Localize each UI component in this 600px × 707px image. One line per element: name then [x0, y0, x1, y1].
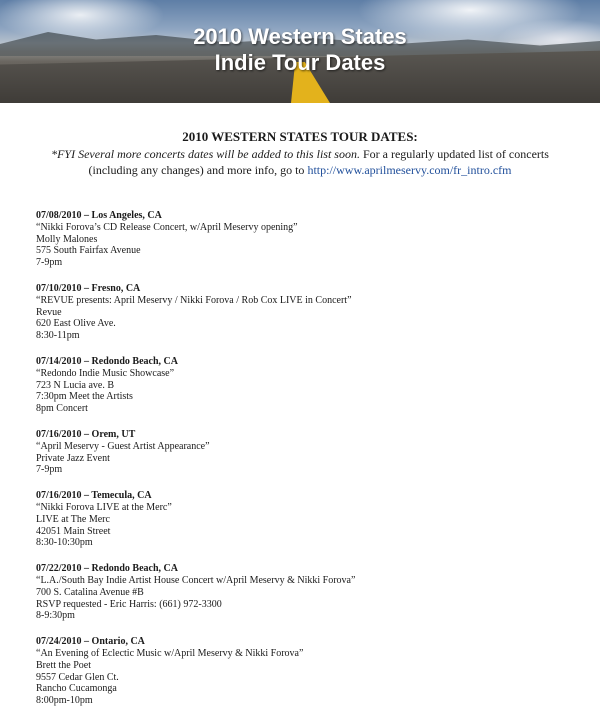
event-detail: Private Jazz Event [36, 452, 110, 464]
event-detail: 700 S. Catalina Avenue #B [36, 586, 144, 598]
event-detail: “L.A./South Bay Indie Artist House Concert w/April Meservy & Nikki Forova” [36, 574, 356, 586]
event-date-location: 07/14/2010 – Redondo Beach, CA [36, 355, 178, 367]
event-detail: LIVE at The Merc [36, 513, 110, 525]
event-item [36, 636, 600, 707]
event-detail: “REVUE presents: April Meservy / Nikki Forova / Rob Cox LIVE in Concert” [36, 294, 352, 306]
header-banner [0, 0, 600, 103]
intro-section [0, 129, 600, 178]
event-detail: Brett the Poet [36, 659, 91, 671]
intro-note [30, 146, 570, 178]
event-detail: 8:30-10:30pm [36, 537, 93, 549]
intro-note-text: For a regularly updated list of concerts (including any changes) and more info, go to [88, 147, 549, 177]
event-item [36, 490, 600, 549]
event-detail: 8pm Concert [36, 403, 88, 415]
event-item [36, 210, 600, 269]
event-detail: 575 South Fairfax Avenue [36, 245, 141, 257]
event-detail: “Nikki Forova LIVE at the Merc” [36, 501, 172, 513]
event-item [36, 429, 600, 476]
banner-title-line2: Indie Tour Dates [214, 50, 386, 75]
event-item [36, 563, 600, 622]
event-detail: 42051 Main Street [36, 525, 111, 537]
event-date-location: 07/16/2010 – Orem, UT [36, 428, 136, 440]
event-detail: 9557 Cedar Glen Ct. [36, 671, 119, 683]
page-heading: 2010 WESTERN STATES TOUR DATES: [182, 129, 418, 144]
event-detail: 8:30-11pm [36, 330, 80, 342]
event-detail: 7-9pm [36, 464, 63, 476]
event-item [36, 283, 600, 342]
event-detail: 723 N Lucia ave. B [36, 379, 115, 391]
event-date-location: 07/24/2010 – Ontario, CA [36, 636, 145, 648]
event-detail: “April Meservy - Guest Artist Appearance” [36, 440, 210, 452]
event-date-location: 07/22/2010 – Redondo Beach, CA [36, 563, 178, 575]
event-detail: 7-9pm [36, 257, 63, 269]
event-detail: Molly Malones [36, 233, 98, 245]
event-detail: 7:30pm Meet the Artists [36, 391, 133, 403]
event-item [36, 356, 600, 415]
event-date-location: 07/10/2010 – Fresno, CA [36, 282, 141, 294]
event-detail: “An Evening of Eclectic Music w/April Meservy & Nikki Forova” [36, 647, 304, 659]
event-list [0, 210, 600, 707]
event-detail: 620 East Olive Ave. [36, 318, 116, 330]
event-date-location: 07/16/2010 – Temecula, CA [36, 490, 152, 502]
event-detail: “Redondo Indie Music Showcase” [36, 367, 175, 379]
event-detail: RSVP requested - Eric Harris: (661) 972-3300 [36, 598, 222, 610]
event-detail: “Nikki Forova’s CD Release Concert, w/April Meservy opening” [36, 221, 298, 233]
event-detail: 8-9:30pm [36, 610, 75, 622]
intro-note-italic: *FYI Several more concerts dates will be added to this list soon. [51, 147, 360, 161]
event-date-location: 07/08/2010 – Los Angeles, CA [36, 210, 162, 221]
banner-title-line1: 2010 Western States [193, 24, 407, 49]
event-detail: 8:00pm-10pm [36, 695, 93, 707]
event-detail: Rancho Cucamonga [36, 683, 117, 695]
event-detail: Revue [36, 306, 62, 318]
website-link[interactable]: http://www.aprilmeservy.com/fr_intro.cfm [307, 163, 512, 177]
